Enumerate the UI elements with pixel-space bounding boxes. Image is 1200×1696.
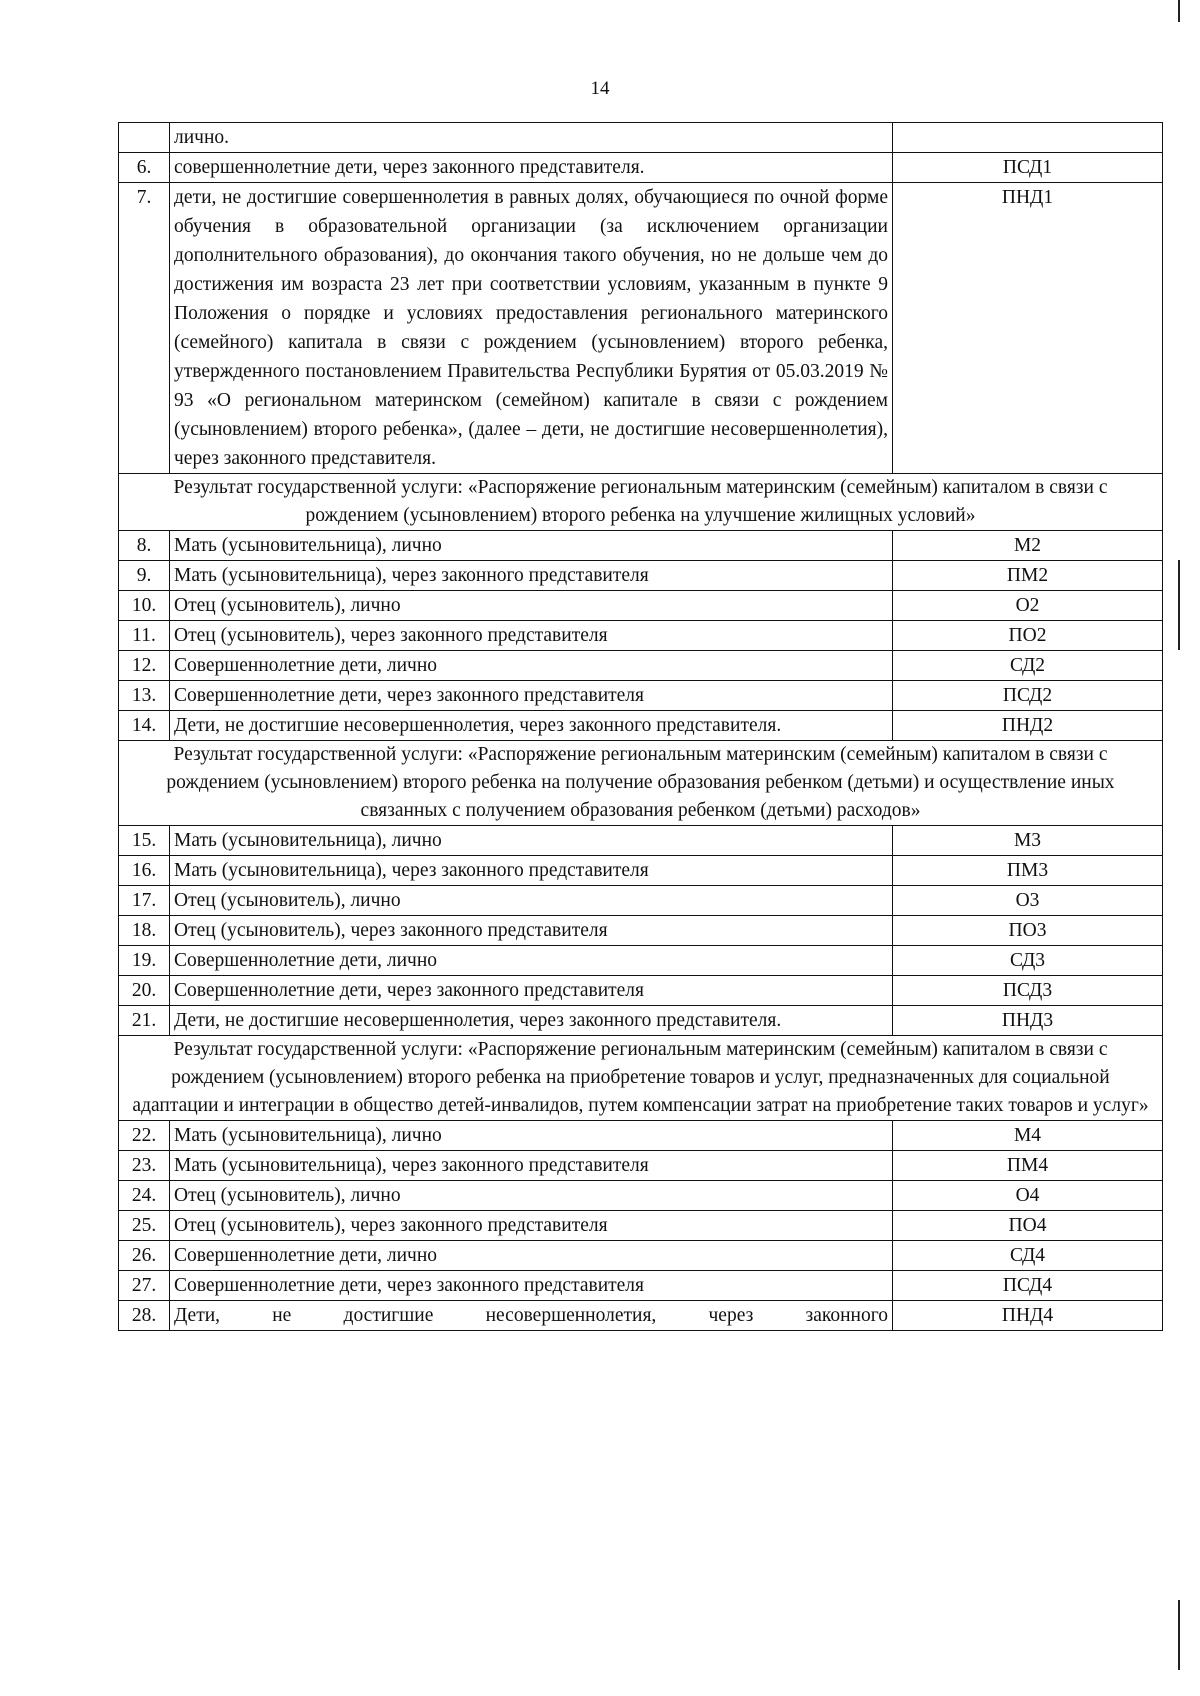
category-code: ПСД4 xyxy=(893,1271,1163,1301)
recipient-category: Совершеннолетние дети, лично xyxy=(170,1241,893,1271)
table-row xyxy=(119,826,1163,856)
category-code: ПМ2 xyxy=(893,561,1163,591)
category-code: ПСД2 xyxy=(893,681,1163,711)
scan-edge-mark-middle xyxy=(1178,560,1180,650)
table-row xyxy=(119,946,1163,976)
row-number: 7. xyxy=(119,183,170,474)
category-code: М3 xyxy=(893,826,1163,856)
category-code: ПНД4 xyxy=(893,1301,1163,1331)
category-code: ПМ4 xyxy=(893,1151,1163,1181)
recipient-category: Совершеннолетние дети, лично xyxy=(170,946,893,976)
table-row xyxy=(119,1241,1163,1271)
category-code: О4 xyxy=(893,1181,1163,1211)
category-code: О3 xyxy=(893,886,1163,916)
category-code: СД3 xyxy=(893,946,1163,976)
category-code: ПО4 xyxy=(893,1211,1163,1241)
category-code: ПНД1 xyxy=(893,183,1163,474)
table-row xyxy=(119,916,1163,946)
table-row xyxy=(119,1151,1163,1181)
row-number: 10. xyxy=(119,591,170,621)
row-number: 16. xyxy=(119,856,170,886)
table-row xyxy=(119,1211,1163,1241)
row-number: 18. xyxy=(119,916,170,946)
recipients-table xyxy=(118,122,1163,1331)
category-code xyxy=(893,123,1163,153)
category-code: ПО3 xyxy=(893,916,1163,946)
row-number: 27. xyxy=(119,1271,170,1301)
result-heading-row xyxy=(119,474,1163,531)
row-number: 14. xyxy=(119,711,170,741)
row-number: 21. xyxy=(119,1006,170,1036)
table-row xyxy=(119,1181,1163,1211)
row-number: 24. xyxy=(119,1181,170,1211)
scan-edge-mark-bottom xyxy=(1178,1600,1180,1670)
category-code: ПМ3 xyxy=(893,856,1163,886)
row-number: 25. xyxy=(119,1211,170,1241)
result-heading: Результат государственной услуги: «Распоряжение региональным материнским (семейным) капиталом в связи с рождением (усыновлением) второго ребенка на улучшение жилищных условий» xyxy=(119,474,1163,531)
recipient-category: Дети, не достигшие несовершеннолетия, через законного xyxy=(170,1301,893,1331)
row-number: 11. xyxy=(119,621,170,651)
row-number: 13. xyxy=(119,681,170,711)
table-row xyxy=(119,711,1163,741)
table-row xyxy=(119,681,1163,711)
table-row xyxy=(119,621,1163,651)
row-number: 15. xyxy=(119,826,170,856)
row-number: 23. xyxy=(119,1151,170,1181)
recipient-category: Совершеннолетние дети, через законного представителя xyxy=(170,681,893,711)
category-code: ПСД3 xyxy=(893,976,1163,1006)
table-row xyxy=(119,153,1163,183)
table-body xyxy=(119,123,1163,1331)
recipient-category: лично. xyxy=(170,123,893,153)
row-number xyxy=(119,123,170,153)
row-number: 22. xyxy=(119,1121,170,1151)
result-heading: Результат государственной услуги: «Распоряжение региональным материнским (семейным) капиталом в связи с рождением (усыновлением) второго ребенка на приобретение товаров и услуг, предназначенных для социальной адаптации и интеграции в общество детей-инвалидов, путем компенсации затрат на приобретение таких товаров и услуг» xyxy=(119,1036,1163,1121)
result-heading: Результат государственной услуги: «Распоряжение региональным материнским (семейным) капиталом в связи с рождением (усыновлением) второго ребенка на получение образования ребенком (детьми) и осуществление иных связанных с получением образования ребенком (детьми) расходов» xyxy=(119,741,1163,826)
recipient-category: Отец (усыновитель), лично xyxy=(170,886,893,916)
recipient-category: Отец (усыновитель), через законного представителя xyxy=(170,621,893,651)
category-code: О2 xyxy=(893,591,1163,621)
category-code: М2 xyxy=(893,531,1163,561)
category-code: ПСД1 xyxy=(893,153,1163,183)
category-code: ПНД3 xyxy=(893,1006,1163,1036)
row-number: 28. xyxy=(119,1301,170,1331)
recipient-category: Мать (усыновительница), лично xyxy=(170,826,893,856)
recipient-category: Отец (усыновитель), лично xyxy=(170,591,893,621)
table-row xyxy=(119,531,1163,561)
category-code: ПНД2 xyxy=(893,711,1163,741)
recipient-category: Мать (усыновительница), лично xyxy=(170,1121,893,1151)
recipient-category: Отец (усыновитель), через законного представителя xyxy=(170,916,893,946)
table-row xyxy=(119,1006,1163,1036)
table-row xyxy=(119,123,1163,153)
table-row xyxy=(119,976,1163,1006)
recipient-category: Совершеннолетние дети, через законного представителя xyxy=(170,976,893,1006)
table-row xyxy=(119,1271,1163,1301)
table-row xyxy=(119,591,1163,621)
recipient-category: Мать (усыновительница), через законного представителя xyxy=(170,561,893,591)
recipient-category: Дети, не достигшие несовершеннолетия, через законного представителя. xyxy=(170,1006,893,1036)
recipient-category: дети, не достигшие совершеннолетия в равных долях, обучающиеся по очной форме обучения в образовательной организации (за исключением организации дополнительного образования), до окончания такого обучения, но не дольше чем до достижения им возраста 23 лет при соответствии условиям, указанным в пункте 9 Положения о порядке и условиях предоставления регионального материнского (семейного) капитала в связи с рождением (усыновлением) второго ребенка, утвержденного постановлением Правительства Республики Бурятия от 05.03.2019 № 93 «О региональном материнском (семейном) капитале в связи с рождением (усыновлением) второго ребенка», (далее – дети, не достигшие несовершеннолетия), через законного представителя. xyxy=(170,183,893,474)
recipient-category: Совершеннолетние дети, лично xyxy=(170,651,893,681)
page-number: 14 xyxy=(590,78,610,99)
recipient-category: Мать (усыновительница), через законного представителя xyxy=(170,1151,893,1181)
recipient-category: Мать (усыновительница), через законного представителя xyxy=(170,856,893,886)
row-number: 26. xyxy=(119,1241,170,1271)
scan-edge-mark-top xyxy=(1178,0,1180,22)
category-code: ПО2 xyxy=(893,621,1163,651)
row-number: 17. xyxy=(119,886,170,916)
recipient-category: Мать (усыновительница), лично xyxy=(170,531,893,561)
row-number: 9. xyxy=(119,561,170,591)
category-code: М4 xyxy=(893,1121,1163,1151)
category-code: СД2 xyxy=(893,651,1163,681)
result-heading-row xyxy=(119,741,1163,826)
category-code: СД4 xyxy=(893,1241,1163,1271)
row-number: 20. xyxy=(119,976,170,1006)
row-number: 6. xyxy=(119,153,170,183)
row-number: 8. xyxy=(119,531,170,561)
table-row xyxy=(119,886,1163,916)
table-row xyxy=(119,1301,1163,1331)
table-row xyxy=(119,651,1163,681)
row-number: 19. xyxy=(119,946,170,976)
row-number: 12. xyxy=(119,651,170,681)
recipient-category: совершеннолетние дети, через законного представителя. xyxy=(170,153,893,183)
table-row xyxy=(119,183,1163,474)
recipient-category: Отец (усыновитель), через законного представителя xyxy=(170,1211,893,1241)
recipient-category: Отец (усыновитель), лично xyxy=(170,1181,893,1211)
result-heading-row xyxy=(119,1036,1163,1121)
table-row xyxy=(119,1121,1163,1151)
recipient-category: Совершеннолетние дети, через законного представителя xyxy=(170,1271,893,1301)
table-row xyxy=(119,561,1163,591)
recipient-category: Дети, не достигшие несовершеннолетия, через законного представителя. xyxy=(170,711,893,741)
table-row xyxy=(119,856,1163,886)
